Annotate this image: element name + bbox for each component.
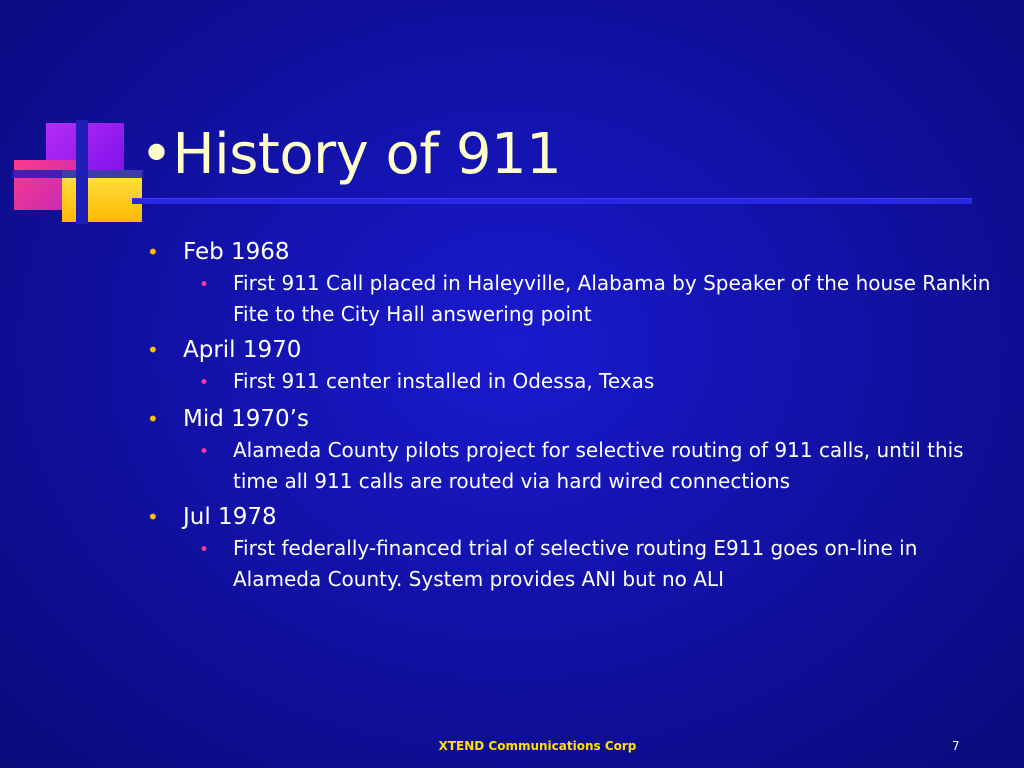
bullet-level2 <box>193 366 1005 399</box>
bullet-date: April 1970 <box>183 337 302 363</box>
decorative-squares-logo <box>12 120 147 226</box>
slide-title: •History of 911 <box>140 122 562 187</box>
bullet-dot-icon: • <box>147 338 159 362</box>
footer-company: XTEND Communications Corp <box>438 739 637 753</box>
bullet-dot-icon: • <box>147 240 159 264</box>
bullet-level2 <box>193 268 1005 330</box>
bullet-list <box>145 232 1005 599</box>
timeline-item <box>145 501 1005 595</box>
bullet-date: Mid 1970’s <box>183 406 309 432</box>
sub-bullet-dot-icon: • <box>199 442 210 462</box>
bullet-dot-icon: • <box>147 505 159 529</box>
timeline-item <box>145 334 1005 399</box>
timeline-item <box>145 403 1005 497</box>
bullet-level1 <box>145 334 1005 366</box>
bullet-detail: First 911 Call placed in Haleyville, Alabama by Speaker of the house Rankin Fite to the City Hall answering point <box>233 271 991 326</box>
bullet-date: Jul 1978 <box>183 504 277 530</box>
bullet-level2 <box>193 435 1005 497</box>
bullet-level1 <box>145 236 1005 268</box>
bullet-level1 <box>145 501 1005 533</box>
logo-horizontal-bar <box>12 170 144 178</box>
bullet-date: Feb 1968 <box>183 239 290 265</box>
bullet-detail: First 911 center installed in Odessa, Texas <box>233 369 655 393</box>
sub-bullet-dot-icon: • <box>199 373 210 393</box>
title-divider <box>132 198 972 204</box>
sub-bullet-dot-icon: • <box>199 275 210 295</box>
timeline-item <box>145 236 1005 330</box>
bullet-level1 <box>145 403 1005 435</box>
bullet-dot-icon: • <box>147 407 159 431</box>
bullet-detail: First federally-financed trial of selective routing E911 goes on-line in Alameda County. System provides ANI but no ALI <box>233 536 918 591</box>
page-number: 7 <box>952 739 960 753</box>
sub-bullet-dot-icon: • <box>199 540 210 560</box>
bullet-detail: Alameda County pilots project for selective routing of 911 calls, until this time all 911 calls are routed via hard wired connections <box>233 438 964 493</box>
bullet-level2 <box>193 533 1005 595</box>
